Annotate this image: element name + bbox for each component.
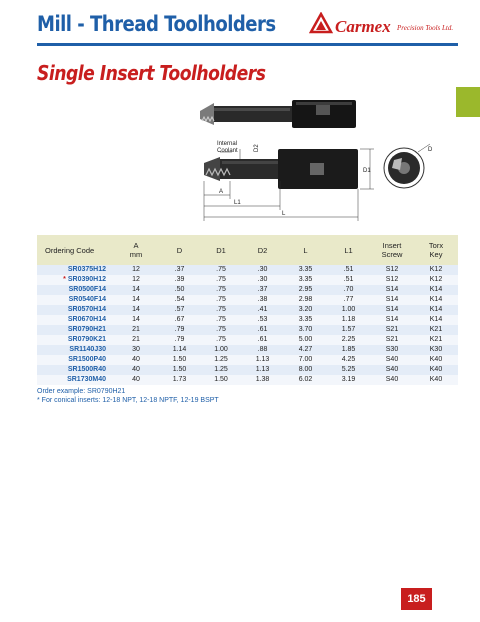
ordering-code-text: SR0790H21 [67, 326, 106, 333]
table-cell: .30 [257, 266, 268, 273]
column-header-text: L1 [344, 245, 353, 255]
ordering-code-text: SR0540F14 [68, 296, 106, 303]
carmex-logo [309, 12, 454, 40]
ordering-code-text: SR0570H14 [67, 306, 106, 313]
table-cell: .51 [343, 276, 354, 283]
table-cell: 14 [132, 296, 140, 303]
ordering-code [37, 355, 114, 365]
conical-insert-note: * For conical inserts: 12-18 NPT, 12-18 NPTF, 12-19 BSPT [37, 397, 219, 404]
label-d: D [428, 147, 433, 153]
ordering-code-text: SR1500P40 [68, 356, 106, 363]
table-cell: .75 [216, 336, 226, 343]
table-cell: 30 [132, 346, 140, 353]
table-row [37, 345, 458, 355]
table-cell: 3.35 [298, 266, 313, 273]
table-cell: .54 [174, 296, 185, 303]
table-cell: .75 [216, 306, 226, 313]
table-cell: .37 [174, 266, 185, 273]
table-cell: 2.25 [341, 336, 356, 343]
spec-table-body [37, 265, 458, 385]
table-cell: .39 [174, 276, 185, 283]
column-header [114, 235, 158, 265]
ordering-code-text: SR0670H14 [67, 316, 106, 323]
table-cell: S40 [385, 356, 399, 363]
table-cell: 8.00 [298, 366, 313, 373]
table-cell: 1.25 [214, 366, 228, 373]
brand-name: Carmex [335, 17, 391, 36]
toolholder-photo [200, 97, 360, 131]
table-cell: 4.25 [341, 356, 356, 363]
order-example: Order example: SR0790H21 [37, 388, 126, 395]
table-cell: S14 [385, 286, 399, 293]
table-cell: 3.20 [298, 306, 313, 313]
table-cell: K14 [429, 306, 443, 313]
ordering-code-text: SR1500R40 [67, 366, 106, 373]
table-cell: .77 [343, 296, 354, 303]
table-row [37, 335, 458, 345]
label-a: A [219, 189, 224, 195]
table-cell: .37 [257, 286, 268, 293]
table-row [37, 275, 458, 285]
table-cell: 14 [132, 286, 140, 293]
table-cell: 1.14 [172, 346, 187, 353]
page-number: 185 [401, 588, 432, 610]
table-cell: K14 [429, 296, 443, 303]
table-cell: S12 [385, 276, 399, 283]
table-cell: S21 [385, 326, 399, 333]
ordering-code [37, 265, 114, 275]
table-cell: 1.13 [255, 366, 270, 373]
ordering-code [37, 345, 114, 355]
ordering-code-text: SR0390H12 [67, 276, 106, 283]
table-cell: S12 [385, 266, 399, 273]
table-cell: .30 [257, 276, 268, 283]
toolholder-end-view [380, 140, 436, 192]
table-cell: 12 [132, 276, 140, 283]
table-cell: .88 [257, 346, 268, 353]
table-row [37, 375, 458, 385]
table-cell: .53 [257, 316, 268, 323]
table-cell: K21 [429, 326, 443, 333]
table-cell: 1.38 [255, 376, 270, 383]
table-cell: 14 [132, 306, 140, 313]
table-cell: 1.50 [172, 366, 187, 373]
table-cell: K40 [429, 366, 443, 373]
table-cell: S21 [385, 336, 399, 343]
carmex-logo-icon [309, 12, 333, 36]
table-cell: .75 [216, 316, 226, 323]
column-header [414, 235, 458, 265]
table-row [37, 295, 458, 305]
ordering-code [37, 335, 114, 345]
ordering-code-text: SR0500F14 [68, 286, 106, 293]
column-header-text: L [303, 245, 308, 255]
table-row [37, 305, 458, 315]
table-cell: 1.85 [341, 346, 356, 353]
table-cell: 1.18 [341, 316, 356, 323]
table-cell: S40 [385, 366, 399, 373]
table-row [37, 355, 458, 365]
table-cell: .75 [216, 296, 226, 303]
table-cell: .41 [257, 306, 268, 313]
column-header [201, 235, 241, 265]
table-cell: 4.27 [298, 346, 313, 353]
column-header-text: mm [129, 250, 143, 259]
ordering-code-text: SR0375H12 [67, 266, 106, 273]
table-cell: .75 [216, 276, 226, 283]
table-cell: .70 [343, 286, 354, 293]
table-cell: 1.13 [255, 356, 270, 363]
table-cell: 3.35 [298, 316, 313, 323]
table-cell: 2.98 [298, 296, 313, 303]
table-cell: 2.95 [298, 286, 313, 293]
ordering-code [37, 285, 114, 295]
table-cell: 12 [132, 266, 140, 273]
conical-mark: * [63, 276, 66, 283]
table-cell: 3.70 [298, 326, 313, 333]
ordering-code [37, 315, 114, 325]
table-cell: 1.00 [341, 306, 356, 313]
table-cell: S40 [385, 376, 399, 383]
ordering-code [37, 365, 114, 375]
ordering-code [37, 305, 114, 315]
column-header-text: Insert [382, 241, 402, 250]
table-cell: 1.25 [214, 356, 228, 363]
column-header [37, 235, 114, 265]
column-header-text: Ordering Code [45, 245, 95, 255]
table-cell: 7.00 [298, 356, 313, 363]
table-cell: K40 [429, 356, 443, 363]
ordering-code [37, 295, 114, 305]
table-row [37, 285, 458, 295]
label-l1: L1 [234, 200, 241, 206]
ordering-code-text: SR1730M40 [67, 376, 106, 383]
column-header [158, 235, 201, 265]
ordering-code [37, 325, 114, 335]
table-cell: 40 [132, 376, 140, 383]
table-cell: 1.57 [341, 326, 356, 333]
table-cell: .50 [174, 286, 185, 293]
table-cell: .67 [174, 316, 185, 323]
table-cell: .61 [257, 336, 268, 343]
table-cell: 3.19 [341, 376, 356, 383]
table-row [37, 325, 458, 335]
table-cell: .75 [216, 286, 226, 293]
column-header-text: D1 [216, 245, 226, 255]
spec-table-header [37, 235, 458, 265]
table-cell: 5.25 [341, 366, 356, 373]
table-cell: 21 [132, 336, 140, 343]
brand-tagline: Precision Tools Ltd. [397, 24, 454, 32]
table-cell: 1.50 [172, 356, 187, 363]
table-cell: .79 [174, 326, 185, 333]
column-header-text: Screw [381, 250, 403, 259]
ordering-code-text: SR0790K21 [67, 336, 106, 343]
column-header [241, 235, 284, 265]
table-cell: .79 [174, 336, 185, 343]
label-d2: D2 [254, 144, 260, 152]
table-row [37, 265, 458, 275]
table-cell: 21 [132, 326, 140, 333]
table-cell: K40 [429, 376, 443, 383]
column-header-text: D [176, 245, 183, 255]
table-row [37, 315, 458, 325]
table-cell: 1.73 [172, 376, 187, 383]
table-cell: 14 [132, 316, 140, 323]
table-cell: .38 [257, 296, 268, 303]
label-l: L [282, 211, 286, 217]
table-cell: .75 [216, 326, 226, 333]
table-cell: .61 [257, 326, 268, 333]
section-tab-marker [456, 87, 480, 117]
ordering-code [37, 275, 114, 285]
label-internal-coolant-line2: Coolant [217, 148, 238, 154]
header-title: Mill - Thread Toolholders [37, 12, 276, 36]
table-cell: S14 [385, 306, 399, 313]
column-header [370, 235, 414, 265]
column-header-text: Torx [428, 241, 444, 250]
table-cell: 40 [132, 356, 140, 363]
table-cell: K14 [429, 286, 443, 293]
table-cell: K12 [429, 276, 443, 283]
ordering-code [37, 375, 114, 385]
table-row [37, 365, 458, 375]
ordering-code-text: SR1140J30 [69, 346, 106, 353]
table-cell: K14 [429, 316, 443, 323]
column-header-text: D2 [257, 245, 268, 255]
table-cell: 1.50 [214, 376, 228, 383]
table-cell: 40 [132, 366, 140, 373]
table-cell: S14 [385, 316, 399, 323]
table-cell: .57 [174, 306, 185, 313]
column-header [327, 235, 370, 265]
table-cell: 1.00 [214, 346, 228, 353]
table-cell: S14 [385, 296, 399, 303]
label-internal-coolant-line1: Internal [217, 141, 238, 147]
table-cell: K12 [429, 266, 443, 273]
table-cell: S30 [385, 346, 399, 353]
table-cell: .51 [343, 266, 354, 273]
column-header-text: Key [429, 250, 443, 259]
table-cell: K30 [429, 346, 443, 353]
column-header-text: A [133, 241, 139, 250]
spec-table [37, 235, 458, 385]
table-cell: 5.00 [298, 336, 313, 343]
table-cell: 3.35 [298, 276, 313, 283]
column-header [284, 235, 327, 265]
header-rule [37, 43, 458, 46]
table-cell: .75 [216, 266, 226, 273]
section-title: Single Insert Toolholders [37, 61, 266, 85]
label-d1: D1 [363, 168, 371, 174]
table-cell: 6.02 [298, 376, 313, 383]
table-cell: K21 [429, 336, 443, 343]
